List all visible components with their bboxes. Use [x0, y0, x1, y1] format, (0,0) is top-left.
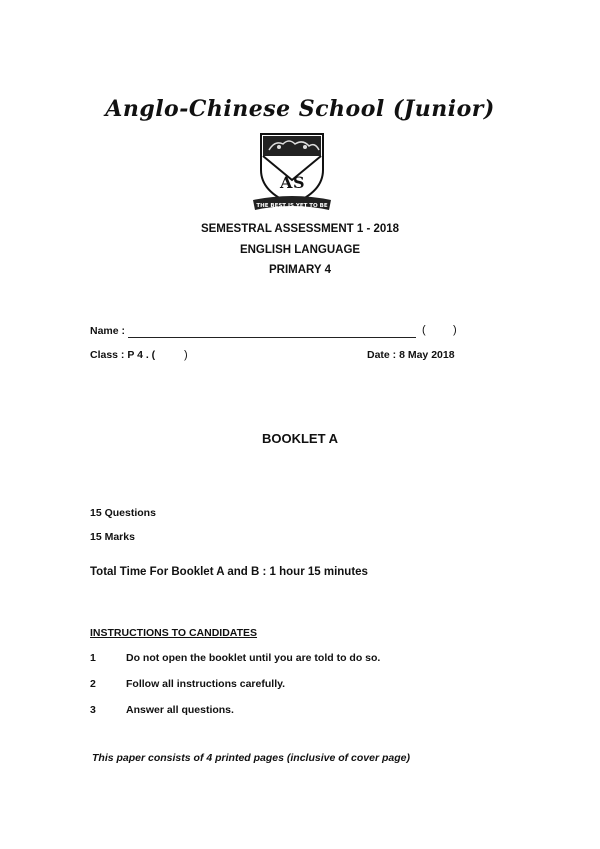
class-label: Class : P 4 . ( — [90, 349, 156, 361]
school-crest-logo — [249, 130, 335, 216]
instruction-number: 2 — [90, 678, 96, 690]
instruction-text: Follow all instructions carefully. — [126, 678, 286, 690]
level-title: PRIMARY 4 — [269, 264, 331, 276]
subject-title: ENGLISH LANGUAGE — [239, 244, 361, 256]
page-count-note: This paper consists of 4 printed pages (inclusive of cover page) — [92, 752, 410, 764]
instruction-text: Answer all questions. — [126, 704, 234, 716]
name-label: Name : — [90, 325, 126, 337]
svg-text:A: A — [280, 173, 293, 192]
assessment-title: SEMESTRAL ASSESSMENT 1 - 2018 — [200, 223, 400, 235]
question-count: 15 Questions — [90, 507, 156, 519]
svg-text:THE BEST IS YET TO BE: THE BEST IS YET TO BE — [256, 203, 328, 209]
register-number-paren-close: ) — [453, 324, 457, 336]
total-time: Total Time For Booklet A and B : 1 hour 15 minutes — [90, 566, 368, 578]
instruction-number: 1 — [90, 652, 96, 664]
booklet-title: BOOKLET A — [261, 431, 339, 446]
register-number-paren-open: ( — [422, 324, 426, 336]
instruction-number: 3 — [90, 704, 96, 716]
name-blank-line — [128, 337, 416, 338]
date-label: Date : 8 May 2018 — [367, 349, 455, 361]
marks-count: 15 Marks — [90, 531, 135, 543]
instruction-text: Do not open the booklet until you are told to do so. — [126, 652, 381, 664]
school-name: Anglo-Chinese School (Junior) — [105, 96, 495, 122]
class-paren-close: ) — [184, 349, 188, 361]
instructions-title: INSTRUCTIONS TO CANDIDATES — [90, 627, 258, 639]
svg-text:S: S — [293, 173, 305, 192]
